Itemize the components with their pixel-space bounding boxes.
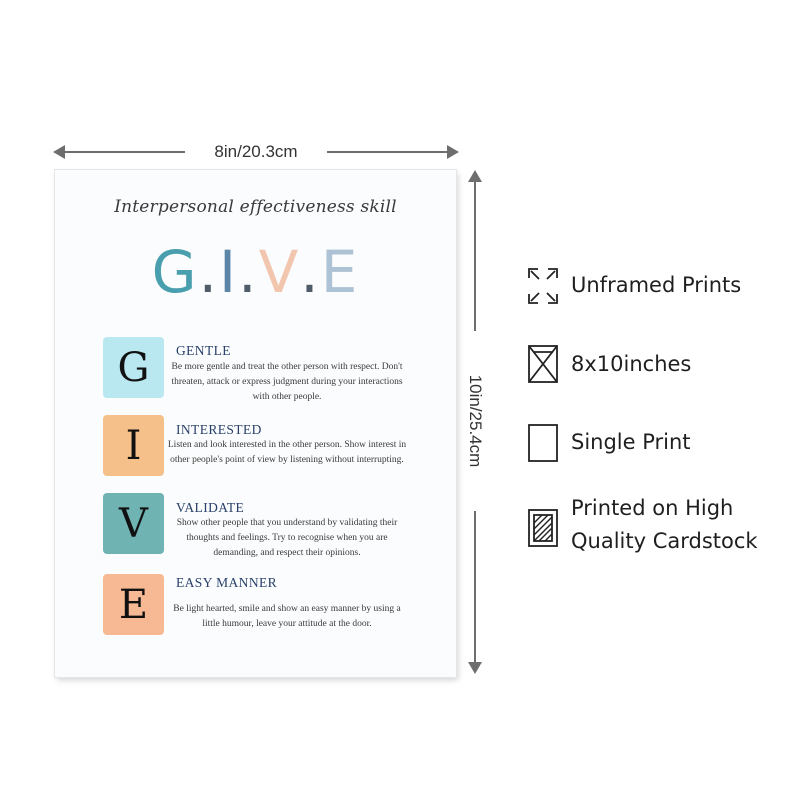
letter-tile-i: I: [103, 415, 164, 476]
feature-text: Single Print: [571, 430, 691, 454]
title-letter-i: I: [219, 238, 239, 306]
expand-corners-icon: [527, 266, 559, 306]
poster-subtitle: Interpersonal effectiveness skill: [114, 197, 397, 217]
letter-tile-e: E: [103, 574, 164, 635]
section-body-easy-manner: Be light hearted, smile and show an easy manner by using a little humour, leave your attitude at the door.: [173, 604, 401, 629]
feature-text: 8x10inches: [571, 352, 692, 376]
title-letter-v: V: [258, 238, 301, 306]
feature-text: Printed on High Quality Cardstock: [571, 496, 758, 553]
title-letter-g: G: [151, 238, 199, 306]
title-dot: .: [198, 238, 220, 306]
hatched-cardstock-icon: [527, 508, 559, 548]
poster: [55, 170, 456, 677]
blank-sheet-icon: [527, 423, 559, 463]
section-body-interested: Listen and look interested in the other person. Show interest in other people's point of view by listening without interrupting.: [167, 440, 407, 465]
section-heading-validate: VALIDATE: [176, 500, 245, 515]
width-dimension-label: 8in/20.3cm: [185, 142, 327, 162]
letter-tile-v: V: [103, 493, 164, 554]
letter-tile-g: G: [103, 337, 164, 398]
section-heading-interested: INTERESTED: [176, 422, 262, 437]
section-body-validate: Show other people that you understand by validating their thoughts and feelings. Try to recognise when you are demanding, and respect their opinions.: [176, 518, 398, 558]
height-dimension-label: 10in/25.4cm: [465, 331, 485, 511]
title-dot: .: [300, 238, 321, 306]
section-body-gentle: Be more gentle and treat the other person with respect. Don't threaten, attack or express judgment during your interactions with other people.: [171, 362, 403, 402]
section-heading-gentle: GENTLE: [176, 343, 231, 358]
section-heading-easy-manner: EASY MANNER: [176, 575, 278, 590]
crossed-frame-icon: [527, 344, 559, 384]
title-dot: .: [238, 238, 259, 306]
title-letter-e: E: [320, 238, 360, 306]
feature-text: Unframed Prints: [571, 273, 742, 297]
poster-title: [55, 240, 456, 304]
